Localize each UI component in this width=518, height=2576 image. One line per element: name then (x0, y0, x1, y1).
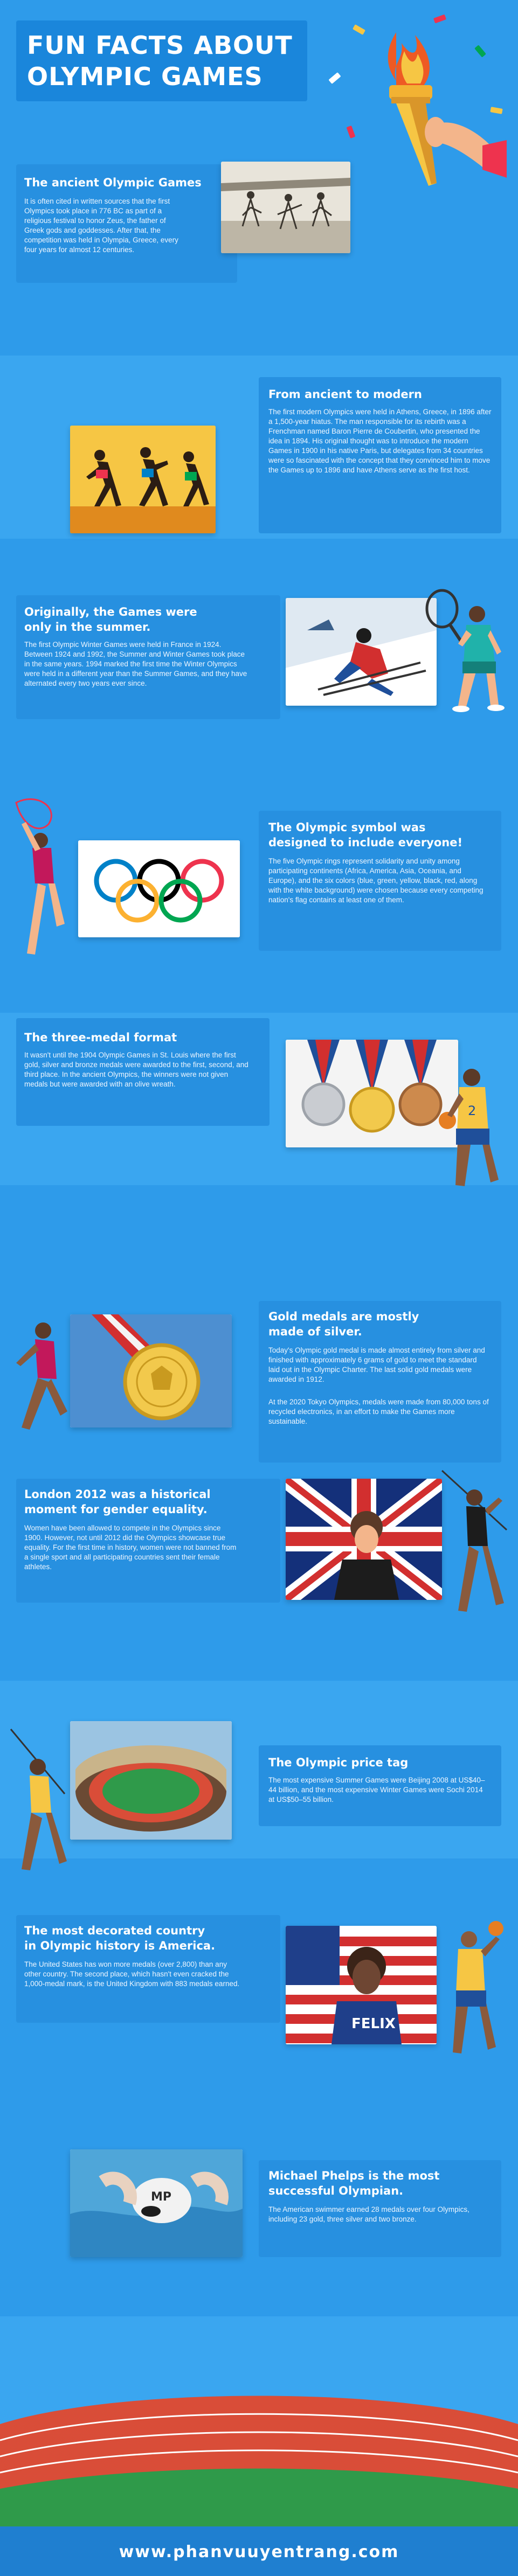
basketball-player-figure (431, 1907, 512, 2063)
section-title: The Olympic symbol was (268, 821, 426, 834)
us-athlete-photo (286, 1926, 437, 2044)
section-title: successful Olympian. (268, 2184, 404, 2197)
torch-icon (345, 22, 507, 199)
tennis-player-figure (420, 582, 512, 738)
section-body: The United States has won more medals (over 2,800) than any other country. The second place, which hasn't even cracked the 1,000-medal mark, is the United Kingdom with 883 medals earned. (24, 1960, 240, 1988)
olympic-rings-icon (78, 840, 240, 937)
section-body: Today's Olympic gold medal is made almost entirely from silver and finished with approximately 6 grams of gold to meet the standard laid out in the Olympic Charter. The last solid gold medals were awarded in 1912. (268, 1346, 485, 1383)
page-title-line2: OLYMPIC GAMES (27, 62, 263, 91)
bib-text: FELIX (351, 2016, 396, 2032)
section-title: only in the summer. (24, 621, 151, 633)
phelps-swimming-photo (70, 2149, 243, 2257)
section-body: At the 2020 Tokyo Olympics, medals were made from 80,000 tons of recycled electronics, in an effort to make the Games more sustainable. (268, 1398, 489, 1425)
section-body: It wasn't until the 1904 Olympic Games in St. Louis where the first gold, silver and bronze medals were awarded to the first, second, and third place. In the ancient Olympics, the winners were not given medals but were awarded with an olive wreath. (24, 1051, 248, 1088)
header-title-box (16, 20, 307, 101)
stadium-photo (70, 1721, 232, 1840)
runner-figure (5, 1314, 75, 1465)
gold-medal-photo (70, 1314, 232, 1428)
section-title: Gold medals are mostly (268, 1310, 419, 1323)
section-title: The most decorated country (24, 1924, 205, 1937)
javelin-thrower-figure (431, 1465, 512, 1627)
section-title: From ancient to modern (268, 388, 422, 401)
cap-text: MP (151, 2190, 172, 2204)
section-body: The five Olympic rings represent solidarity and unity among participating continents (Africa, America, Asia, Oceania, and Europe), and the six colors (blue, green, yellow, black, red, along with the white background) were chosen because every competing nation's flag contains at least one of them. (268, 857, 484, 904)
stadium-decoration (0, 2333, 518, 2526)
section-title: moment for gender equality. (24, 1503, 208, 1516)
section-title: The three-medal format (24, 1031, 177, 1044)
skier-photo (286, 598, 437, 706)
sprinter-figure (5, 1718, 75, 1880)
section-body: The first Olympic Winter Games were held in France in 1924. Between 1924 and 1992, the Summer and Winter Games took place in the same years. 1994 marked the first time the Winter Olympics were held in a different year than the Summer Games, and they have alternated every two years ever since. (24, 640, 247, 687)
section-body: The most expensive Summer Games were Beijing 2008 at US$40–44 billion, and the most expensive Winter Games were Sochi 2014 at US$50–55 billion. (268, 1776, 485, 1804)
london-athlete-photo (286, 1479, 442, 1600)
modern-runners-illustration (70, 426, 216, 533)
section-body: The first modern Olympics were held in Athens, Greece, in 1896 after a 1,500-year hiatus. The man responsible for its rebirth was a Frenchman named Baron Pierre de Coubertin, who presented the idea in 1894. His original thought was to introduce the modern Games in 1900 in his native Paris, but delegates from 34 countries were so fascinated with the concept that they convinced him to move the Games up to 1896 and have Athens serve as the first host. (268, 408, 492, 474)
section-title: in Olympic history is America. (24, 1939, 216, 1952)
section-body: The American swimmer earned 28 medals over four Olympics, including 23 gold, three silver and two bronze. (268, 2205, 469, 2223)
footer (0, 2526, 518, 2576)
section-title: Originally, the Games were (24, 605, 197, 618)
confetti (328, 72, 341, 84)
section-title: made of silver. (268, 1325, 362, 1338)
svg-text:2: 2 (468, 1103, 476, 1118)
basketball-player-figure (431, 1061, 512, 1201)
section-title: The Olympic price tag (268, 1756, 409, 1769)
section-title: Michael Phelps is the most (268, 2169, 440, 2182)
section-title: London 2012 was a historical (24, 1488, 211, 1501)
footer-website-link[interactable]: www.phanvuuyentrang.com (119, 2543, 399, 2561)
page-title-line1: FUN FACTS ABOUT (27, 31, 293, 60)
ancient-olympics-illustration (221, 162, 350, 253)
section-title: designed to include everyone! (268, 836, 463, 849)
section-body: It is often cited in written sources that the first Olympics took place in 776 BC as part of a religious festival to honor Zeus, the father of Greek gods and goddesses. After that, the competition was held in Olympia, Greece, every four years for almost 12 centuries. (24, 197, 178, 254)
gymnast-figure (5, 792, 75, 970)
section-title: The ancient Olympic Games (24, 176, 202, 189)
section-body: Women have been allowed to compete in the Olympics since 1900. However, not until 2012 did the Olympics showcase true equality. For the first time in history, women were not banned from a single sport and all participating countries sent their female athletes. (24, 1524, 237, 1571)
